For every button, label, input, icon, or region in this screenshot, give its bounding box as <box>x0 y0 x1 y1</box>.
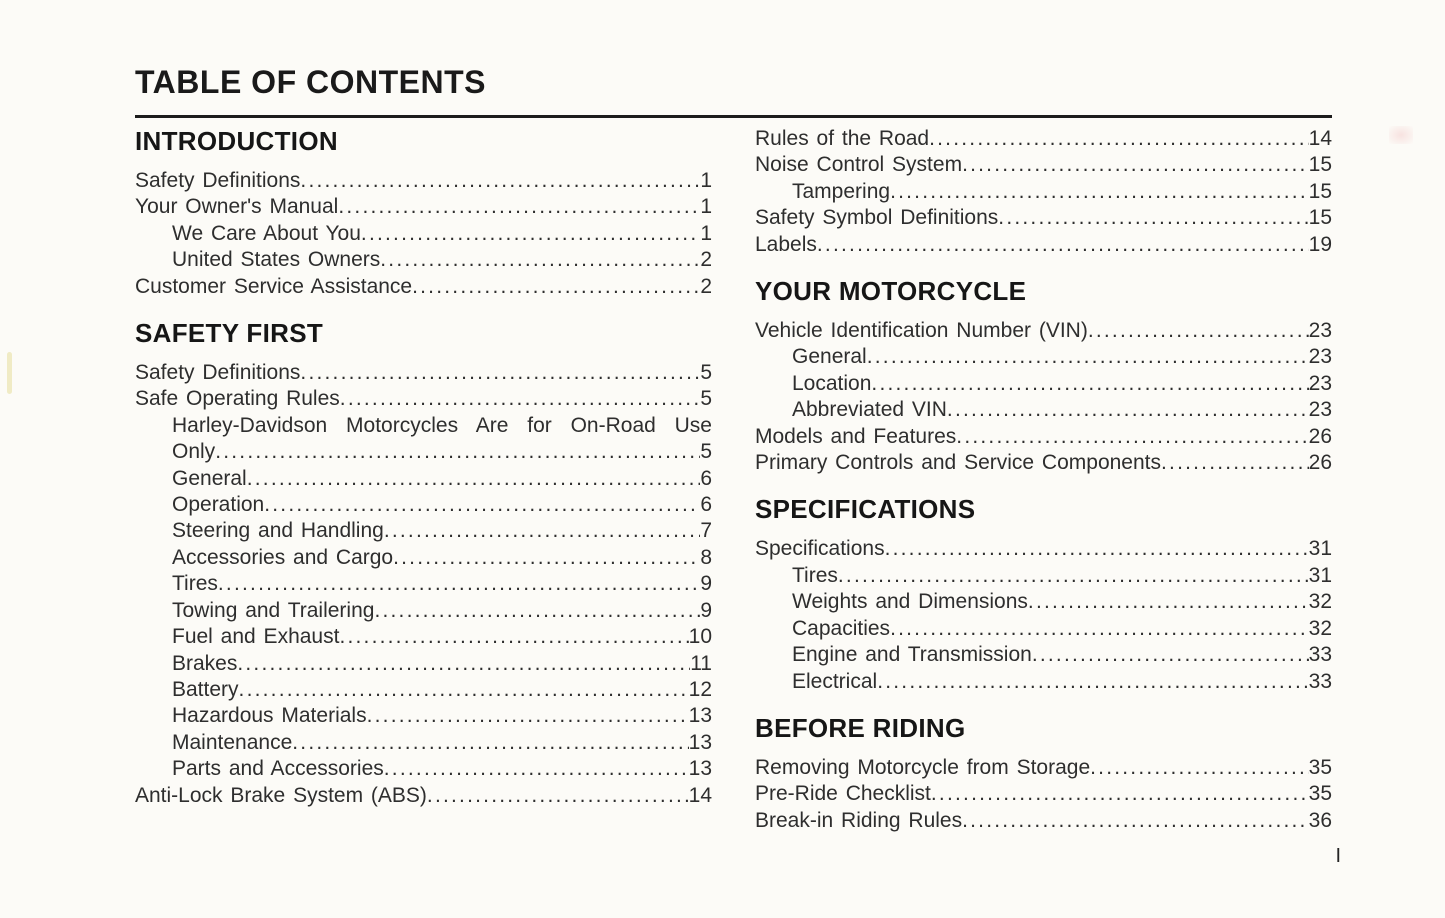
toc-entry-page-number: 23 <box>1308 345 1332 369</box>
toc-column-right <box>755 126 1332 834</box>
toc-entry-row <box>792 397 1332 423</box>
toc-entry-label: Vehicle Identification Number (VIN) <box>755 319 1088 343</box>
toc-entry <box>755 616 1332 642</box>
dot-leader <box>817 232 1309 258</box>
toc-entry-label: Electrical <box>792 669 878 693</box>
dot-leader <box>339 624 688 650</box>
toc-entry <box>755 642 1332 668</box>
toc-entry-label: Engine and Transmission <box>792 643 1032 667</box>
toc-entry-label: Capacities <box>792 616 891 640</box>
toc-entry <box>755 344 1332 370</box>
toc-entry-row <box>172 439 712 465</box>
toc-entry <box>135 274 712 300</box>
toc-entry <box>755 179 1332 205</box>
toc-entry <box>755 205 1332 231</box>
toc-entry <box>755 371 1332 397</box>
toc-entry <box>755 318 1332 344</box>
toc-entry <box>135 168 712 194</box>
toc-entry-row <box>792 642 1332 668</box>
toc-entry <box>135 492 712 518</box>
title-divider <box>135 115 1332 118</box>
toc-entry-page-number: 6 <box>700 466 712 490</box>
toc-entry-label: Rules of the Road <box>755 127 930 150</box>
toc-entry-label: Maintenance <box>172 730 293 754</box>
toc-entry-row <box>755 808 1332 834</box>
toc-entry <box>755 450 1332 476</box>
dot-leader <box>956 424 1308 450</box>
scan-smudge-left <box>7 352 12 394</box>
toc-entry-page-number: 5 <box>700 387 712 411</box>
section-heading: SPECIFICATIONS <box>755 494 976 525</box>
toc-entry-label: Accessories and Cargo <box>172 545 394 569</box>
dot-leader <box>427 783 689 809</box>
toc-entry <box>135 360 712 386</box>
toc-entry-page-number: 2 <box>700 248 712 272</box>
toc-entry-label: Tampering <box>792 179 891 203</box>
toc-entry-label: Brakes <box>172 651 238 675</box>
toc-entry-page-number: 33 <box>1308 643 1332 667</box>
toc-entry-page-number: 31 <box>1308 537 1332 561</box>
toc-entry-page-number: 13 <box>688 730 712 754</box>
toc-entry-label: Safe Operating Rules <box>135 387 340 411</box>
toc-entry-row <box>135 194 712 220</box>
toc-entry-page-number: 11 <box>690 651 712 675</box>
dot-leader <box>998 205 1308 231</box>
toc-entry-row <box>172 545 712 571</box>
dot-leader <box>384 518 700 544</box>
toc-entry <box>135 783 712 809</box>
toc-entry <box>755 563 1332 589</box>
toc-entry <box>135 756 712 782</box>
toc-entry-label: Only <box>172 440 216 464</box>
toc-entry-row <box>172 518 712 544</box>
page-title: TABLE OF CONTENTS <box>135 64 486 100</box>
toc-entry-label: Models and Features <box>755 424 957 448</box>
toc-entry-page-number: 33 <box>1308 669 1332 693</box>
dot-leader <box>962 808 1309 834</box>
dot-leader <box>300 360 700 386</box>
toc-entry-row <box>755 152 1332 178</box>
toc-entry <box>755 424 1332 450</box>
toc-entry-label: Fuel and Exhaust <box>172 625 340 649</box>
dot-leader <box>215 439 700 465</box>
toc-entry <box>755 232 1332 258</box>
toc-entry-label: Weights and Dimensions <box>792 590 1028 614</box>
section-heading: YOUR MOTORCYCLE <box>755 276 1027 307</box>
toc-entry-row <box>172 703 712 729</box>
toc-entry-label: Removing Motorcycle from Storage <box>755 755 1091 779</box>
toc-entry-label: Operation <box>172 493 265 517</box>
dot-leader <box>1161 450 1309 476</box>
dot-leader <box>384 756 689 782</box>
section-heading: BEFORE RIDING <box>755 712 966 743</box>
toc-entry-page-number: 9 <box>700 572 712 596</box>
toc-entry <box>755 589 1332 615</box>
dot-leader <box>1088 318 1309 344</box>
dot-leader <box>374 598 700 624</box>
toc-entry-row <box>172 247 712 273</box>
dot-leader <box>931 781 1309 807</box>
dot-leader <box>885 536 1309 562</box>
toc-entry-row <box>792 616 1332 642</box>
toc-entry-row <box>135 168 712 194</box>
toc-entry-row <box>755 536 1332 562</box>
toc-entry-label: Safety Definitions <box>135 361 301 385</box>
dot-leader <box>237 651 690 677</box>
toc-entry-page-number: 9 <box>700 598 712 622</box>
toc-entry-page-number: 35 <box>1308 782 1332 806</box>
dot-leader <box>239 677 689 703</box>
toc-entry-label: Location <box>792 371 872 395</box>
toc-entry-row <box>135 783 712 809</box>
toc-entry-row <box>172 571 712 597</box>
section-heading: SAFETY FIRST <box>135 318 324 349</box>
toc-entry-row <box>135 386 712 412</box>
dot-leader <box>380 247 700 273</box>
toc-entry <box>135 703 712 729</box>
toc-entry-label: Primary Controls and Service Components <box>755 451 1161 475</box>
toc-entry-page-number: 32 <box>1308 616 1332 640</box>
dot-leader <box>962 152 1309 178</box>
dot-leader <box>1090 755 1309 781</box>
toc-entry-label: Pre-Ride Checklist <box>755 782 931 806</box>
dot-leader <box>929 126 1309 152</box>
toc-entry-row <box>792 344 1332 370</box>
toc-entry-label: General <box>792 345 867 369</box>
dot-leader <box>247 466 701 492</box>
toc-entry-row <box>755 450 1332 476</box>
dot-leader <box>300 168 700 194</box>
toc-entry-row <box>172 492 712 518</box>
toc-entry-page-number: 32 <box>1308 590 1332 614</box>
dot-leader <box>890 616 1309 642</box>
dot-leader <box>877 669 1308 695</box>
toc-entry-page-number: 14 <box>1308 127 1332 150</box>
toc-entry-row <box>755 318 1332 344</box>
toc-entry-label: Labels <box>755 232 817 256</box>
dot-leader <box>264 492 700 518</box>
toc-entry-page-number: 1 <box>700 221 712 245</box>
scan-smudge-right <box>1389 126 1413 144</box>
toc-columns <box>135 126 1332 834</box>
toc-entry-page-number: 2 <box>700 274 712 298</box>
toc-entry-page-number: 6 <box>700 493 712 517</box>
toc-entry-label: Safety Definitions <box>135 169 301 192</box>
toc-entry-label: Tires <box>792 563 838 587</box>
toc-entry-row <box>172 598 712 624</box>
dot-leader <box>1032 642 1309 668</box>
toc-entry-row <box>172 624 712 650</box>
toc-entry-row <box>172 651 712 677</box>
toc-entry-page-number: 13 <box>688 704 712 728</box>
toc-entry-page-number: 10 <box>688 625 712 649</box>
toc-entry-page-number: 1 <box>700 195 712 219</box>
toc-entry-row <box>172 221 712 247</box>
toc-entry <box>135 194 712 220</box>
toc-entry-row <box>172 756 712 782</box>
toc-entry <box>135 247 712 273</box>
dot-leader <box>340 386 701 412</box>
toc-entry <box>135 598 712 624</box>
toc-entry-label: Towing and Trailering <box>172 598 375 622</box>
dot-leader <box>218 571 700 597</box>
toc-entry-row <box>792 563 1332 589</box>
toc-entry-row <box>792 669 1332 695</box>
toc-entry-page-number: 1 <box>700 169 712 192</box>
toc-entry <box>135 677 712 703</box>
toc-entry-page-number: 12 <box>688 677 712 701</box>
toc-entry <box>135 651 712 677</box>
toc-entry-page-number: 31 <box>1308 563 1332 587</box>
toc-entry-row <box>755 126 1332 152</box>
toc-entry-row <box>792 589 1332 615</box>
toc-entry-row <box>172 466 712 492</box>
toc-entry-row <box>135 360 712 386</box>
toc-column-left <box>135 126 712 834</box>
toc-entry-page-number: 36 <box>1308 808 1332 832</box>
toc-entry <box>755 536 1332 562</box>
toc-entry-page-number: 14 <box>688 783 712 807</box>
dot-leader <box>292 730 688 756</box>
toc-entry-page-number: 7 <box>700 519 712 543</box>
toc-entry-row <box>755 232 1332 258</box>
toc-entry-label: Steering and Handling <box>172 519 384 543</box>
toc-entry-label: Battery <box>172 677 239 701</box>
toc-entry <box>135 466 712 492</box>
toc-entry-row <box>172 677 712 703</box>
dot-leader <box>838 563 1309 589</box>
toc-entry <box>755 397 1332 423</box>
toc-entry-label: Tires <box>172 572 218 596</box>
toc-entry-row <box>755 205 1332 231</box>
toc-entry-page-number: 15 <box>1308 153 1332 177</box>
dot-leader <box>890 179 1309 205</box>
dot-leader <box>947 397 1309 423</box>
toc-entry-label: Hazardous Materials <box>172 704 367 728</box>
toc-entry-row <box>792 371 1332 397</box>
toc-entry <box>755 126 1332 152</box>
toc-entry <box>135 518 712 544</box>
toc-entry-label: Anti-Lock Brake System (ABS) <box>135 783 427 807</box>
toc-entry-page-number: 19 <box>1308 232 1332 256</box>
toc-entry-page-number: 26 <box>1308 424 1332 448</box>
toc-entry-label: Abbreviated VIN <box>792 398 947 422</box>
toc-entry <box>755 808 1332 834</box>
section-heading: INTRODUCTION <box>135 126 338 156</box>
toc-entry <box>755 152 1332 178</box>
toc-entry <box>135 571 712 597</box>
toc-entry <box>755 781 1332 807</box>
dot-leader <box>393 545 700 571</box>
toc-entry <box>135 413 712 466</box>
toc-entry-page-number: 15 <box>1308 179 1332 203</box>
toc-entry-label: Safety Symbol Definitions <box>755 206 999 230</box>
toc-entry-label: General <box>172 466 247 490</box>
toc-entry-page-number: 35 <box>1308 755 1332 779</box>
toc-entry-label: Parts and Accessories <box>172 757 384 781</box>
dot-leader <box>361 221 700 247</box>
toc-entry-page-number: 23 <box>1308 371 1332 395</box>
dot-leader <box>338 194 700 220</box>
toc-entry-page-number: 13 <box>688 757 712 781</box>
toc-entry <box>755 755 1332 781</box>
toc-entry <box>135 624 712 650</box>
toc-entry-label: Break-in Riding Rules <box>755 808 963 832</box>
dot-leader <box>412 274 700 300</box>
toc-entry-wrap-line: Harley-Davidson Motorcycles Are for On-Road Use <box>172 413 712 437</box>
toc-entry <box>755 669 1332 695</box>
toc-entry-label: Specifications <box>755 537 885 561</box>
dot-leader <box>1028 589 1309 615</box>
toc-entry-row <box>755 755 1332 781</box>
toc-entry-page-number: 8 <box>700 545 712 569</box>
toc-entry-page-number: 5 <box>700 361 712 385</box>
toc-entry-page-number: 26 <box>1308 451 1332 475</box>
toc-entry <box>135 221 712 247</box>
toc-entry-label: Your Owner's Manual <box>135 195 339 219</box>
toc-entry-page-number: 23 <box>1308 319 1332 343</box>
toc-entry-label: Noise Control System <box>755 153 963 177</box>
toc-entry-label: United States Owners <box>172 248 381 272</box>
toc-entry <box>135 730 712 756</box>
toc-entry <box>135 386 712 412</box>
toc-entry-label: Customer Service Assistance <box>135 274 413 298</box>
toc-entry-row <box>792 179 1332 205</box>
toc-entry-row <box>172 730 712 756</box>
toc-entry-page-number: 15 <box>1308 206 1332 230</box>
toc-entry-label: We Care About You <box>172 221 361 245</box>
page-number: I <box>1335 845 1341 867</box>
toc-entry-row <box>755 424 1332 450</box>
toc-entry <box>135 545 712 571</box>
toc-entry-page-number: 5 <box>700 440 712 464</box>
dot-leader <box>867 344 1309 370</box>
dot-leader <box>367 703 689 729</box>
dot-leader <box>871 371 1308 397</box>
toc-entry-row <box>755 781 1332 807</box>
toc-entry-row <box>135 274 712 300</box>
toc-entry-page-number: 23 <box>1308 398 1332 422</box>
